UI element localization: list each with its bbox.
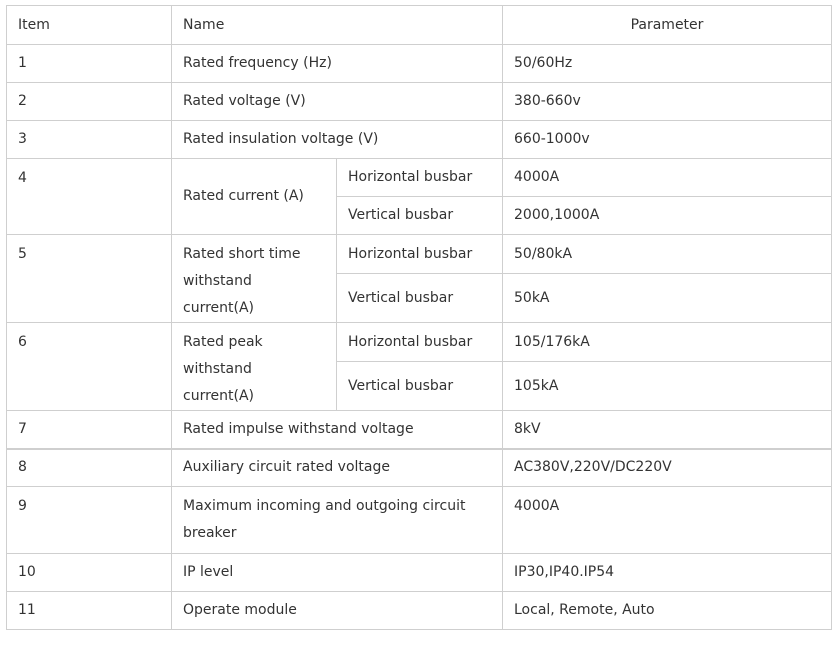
parameter-name: Auxiliary circuit rated voltage [172, 449, 503, 487]
item-number: 4 [7, 159, 172, 235]
parameter-name: Rated voltage (V) [172, 83, 503, 121]
parameter-value: 8kV [503, 411, 832, 449]
parameter-value: 4000A [503, 159, 832, 197]
parameter-name: Rated frequency (Hz) [172, 45, 503, 83]
parameter-name-line: withstand [183, 361, 252, 377]
parameter-name-line: Rated peak [183, 334, 263, 350]
parameter-table [6, 5, 832, 630]
parameter-name-line: Rated short time [183, 246, 301, 262]
parameter-value: 105kA [503, 362, 832, 411]
table-row [7, 121, 832, 159]
parameter-value: 660-1000v [503, 121, 832, 159]
parameter-value: 4000A [503, 487, 832, 554]
table-row [7, 592, 832, 630]
header-name: Name [172, 6, 503, 45]
parameter-name [172, 487, 503, 554]
table-row [7, 235, 832, 274]
table-row [7, 487, 832, 554]
sub-parameter-name: Vertical busbar [337, 274, 503, 323]
header-parameter: Parameter [503, 6, 832, 45]
parameter-name: Rated impulse withstand voltage [172, 411, 503, 449]
parameter-name: Rated current (A) [172, 159, 337, 235]
table-row [7, 83, 832, 121]
item-number: 5 [7, 235, 172, 323]
parameter-value: 380-660v [503, 83, 832, 121]
parameter-value: 50kA [503, 274, 832, 323]
parameter-name [172, 235, 337, 323]
sub-parameter-name: Horizontal busbar [337, 323, 503, 362]
parameter-name-line: withstand [183, 273, 252, 289]
sub-parameter-name: Vertical busbar [337, 362, 503, 411]
parameter-name-line: current(A) [183, 300, 255, 316]
table-row [7, 449, 832, 487]
sub-parameter-name: Vertical busbar [337, 197, 503, 235]
parameter-name [172, 323, 337, 411]
item-number: 2 [7, 83, 172, 121]
parameter-name-line: current(A) [183, 388, 255, 404]
parameter-value: 2000,1000A [503, 197, 832, 235]
table-row [7, 45, 832, 83]
item-number: 7 [7, 411, 172, 449]
header-item: Item [7, 6, 172, 45]
item-number: 6 [7, 323, 172, 411]
item-number: 9 [7, 487, 172, 554]
parameter-name: IP level [172, 554, 503, 592]
parameter-name-line: breaker [183, 525, 237, 541]
parameter-name-line: Maximum incoming and outgoing circuit [183, 498, 466, 514]
table-row [7, 323, 832, 362]
parameter-value: 105/176kA [503, 323, 832, 362]
sub-parameter-name: Horizontal busbar [337, 235, 503, 274]
item-number: 3 [7, 121, 172, 159]
table-row [7, 411, 832, 449]
parameter-value: Local, Remote, Auto [503, 592, 832, 630]
table-row [7, 554, 832, 592]
parameter-value: 50/80kA [503, 235, 832, 274]
sub-parameter-name: Horizontal busbar [337, 159, 503, 197]
item-number: 10 [7, 554, 172, 592]
item-number: 1 [7, 45, 172, 83]
parameter-name: Operate module [172, 592, 503, 630]
item-number: 11 [7, 592, 172, 630]
parameter-value: AC380V,220V/DC220V [503, 449, 832, 487]
parameter-value: 50/60Hz [503, 45, 832, 83]
parameter-name: Rated insulation voltage (V) [172, 121, 503, 159]
table-row [7, 159, 832, 197]
parameter-value: IP30,IP40.IP54 [503, 554, 832, 592]
item-number: 8 [7, 449, 172, 487]
table-header-row [7, 6, 832, 45]
